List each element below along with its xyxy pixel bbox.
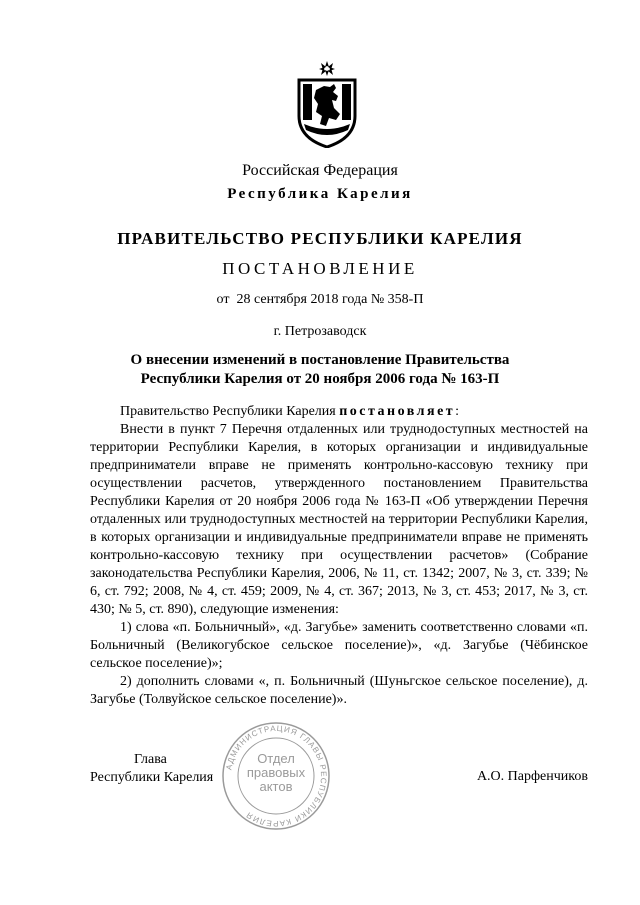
amendment-item: 2) дополнить словами «, п. Больничный (Шуньгское сельское поселение), д. Загубье (Толвуйское сельское поселение)». [90, 674, 588, 707]
republic-name: Республика Карелия [227, 186, 413, 202]
resolution-intro [90, 403, 588, 421]
resolves-word: постановляет [339, 404, 456, 419]
signatory-position-line: Глава [134, 752, 167, 767]
signatory-position-line: Республики Карелия [90, 770, 214, 785]
government-name: ПРАВИТЕЛЬСТВО РЕСПУБЛИКИ КАРЕЛИЯ [117, 229, 523, 248]
stamp-text-line: Отдел [257, 751, 295, 766]
stamp-center-text [220, 752, 332, 794]
signatory-position [90, 751, 213, 787]
document-title-line: Республики Карелия от 20 ноября 2006 года № 163-П [140, 371, 500, 387]
intro-text: Правительство Республики Карелия [120, 404, 340, 419]
signatory-name: А.О. Парфенчиков [476, 769, 588, 784]
amendment-item: 1) слова «п. Больничный», «д. Загубье» заменить соответственно словами «п. Больничный (Великогубское сельское поселение)», «д. Загубье (Чёбинское сельское поселение)»; [90, 620, 588, 671]
document-body [90, 403, 588, 709]
document-title-line: О внесении изменений в постановление Правительства [130, 352, 510, 368]
document-date-number: от 28 сентября 2018 года № 358-П [216, 292, 424, 307]
document-type: ПОСТАНОВЛЕНИЕ [222, 259, 418, 278]
document-title [0, 351, 640, 389]
document-city: г. Петрозаводск [273, 324, 367, 339]
intro-colon: : [455, 404, 460, 419]
karelia-coat-of-arms-icon [296, 60, 358, 148]
country-name: Российская Федерация [242, 162, 398, 179]
stamp-text-line: правовых [246, 765, 306, 780]
stamp-text-line: актов [259, 779, 293, 794]
stamp-ring-text: АДМИНИСТРАЦИЯ ГЛАВЫ РЕСПУБЛИКИ КАРЕЛИЯ [224, 723, 329, 829]
body-paragraph: Внести в пункт 7 Перечня отдаленных или труднодоступных местностей на территории Республики Карелия, в которых организации и индивидуальные предприниматели вправе не применять контрольно-кассовую технику при осуществлении расчетов, утвержденного постановлением Правительства Республики Карелия от 20 ноября 2006 года № 163-П «Об утверждении Перечня отдаленных или труднодоступных местностей на территории Республики Карелия, в которых организации и индивидуальные предприниматели вправе не применять контрольно-кассовую технику при осуществлении расчетов» (Собрание законодательства Республики Карелия, 2006, № 11, ст. 1342; 2007, № 3, ст. 339; № 6, ст. 792; 2008, № 4, ст. 459; 2009, № 4, ст. 367; 2013, № 3, ст. 453; 2017, № 3, ст. 430; № 5, ст. 890), следующие изменения: [90, 422, 588, 617]
